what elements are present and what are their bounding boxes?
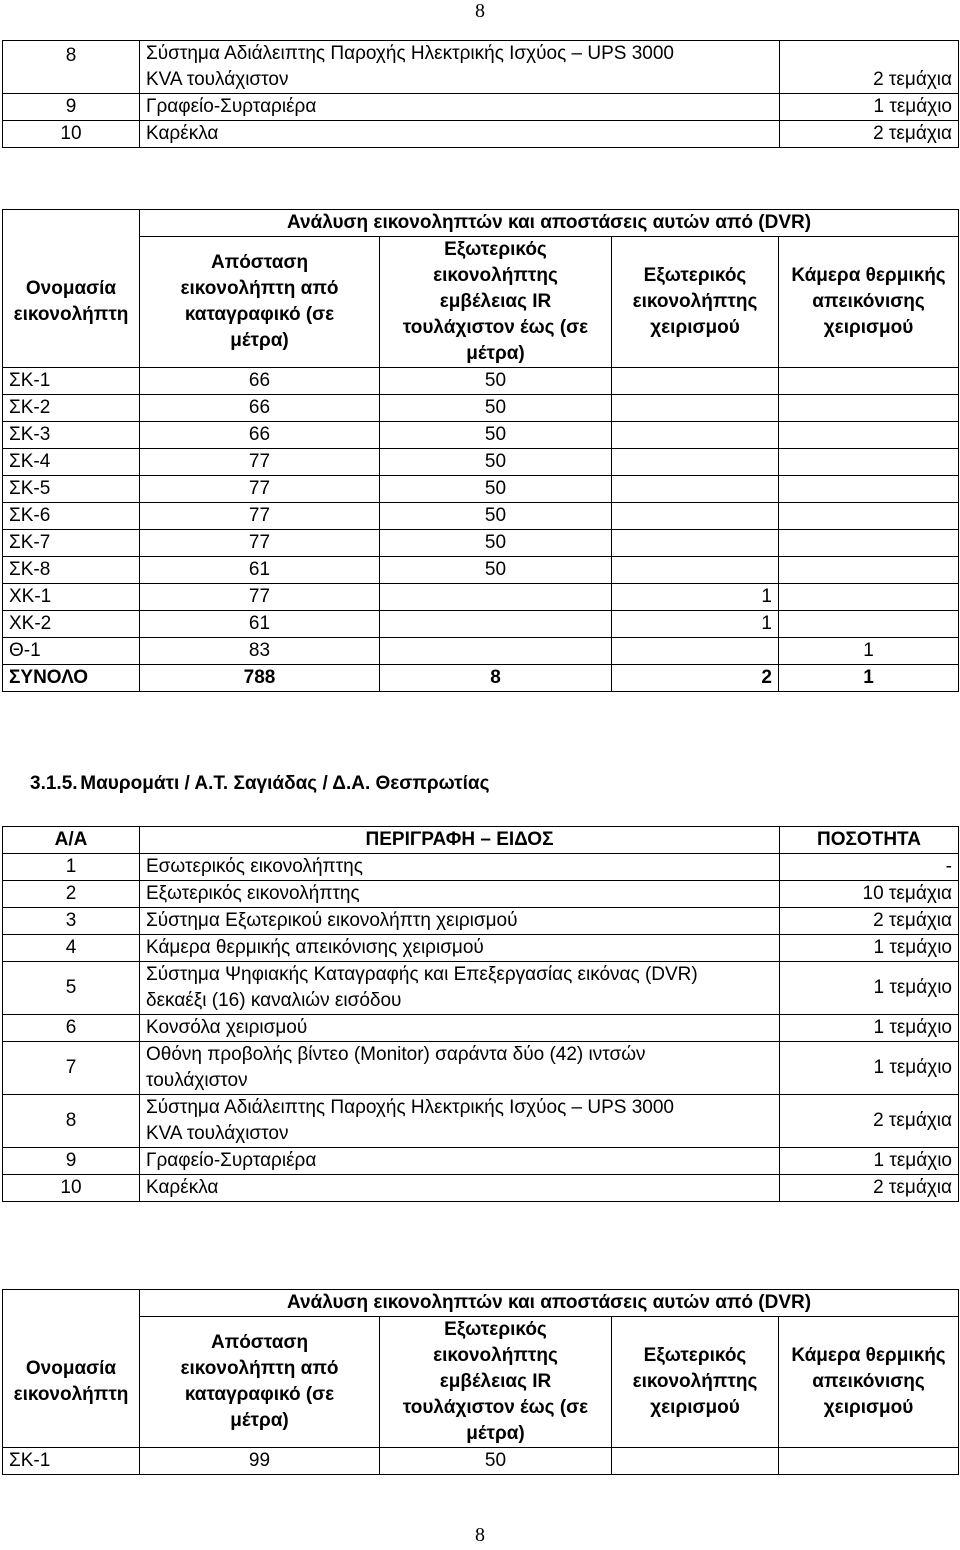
table-row <box>3 881 959 908</box>
item-quantity: 2 τεμάχια <box>780 41 959 94</box>
camera-ir-range: 50 <box>380 368 612 395</box>
table-row <box>3 94 959 121</box>
page-number-top: 8 <box>475 0 485 22</box>
camera-name: ΣΚ-8 <box>3 557 140 584</box>
analysis-column-header-line: Κάμερα θερμικής <box>791 1345 946 1366</box>
item-description-line: Οθόνη προβολής βίντεο (Monitor) σαράντα δύο (42) ιντσών <box>146 1044 646 1065</box>
item-quantity: 1 τεμάχιο <box>780 1148 959 1175</box>
item-description-line: KVA τουλάχιστον <box>146 69 289 90</box>
camera-distance: 66 <box>140 368 380 395</box>
analysis-column-header-line: εικονολήπτης <box>632 291 758 312</box>
analysis-column-header <box>779 237 959 368</box>
header-number: Α/Α <box>3 827 140 854</box>
camera-thermal-count <box>779 503 959 530</box>
camera-distance: 66 <box>140 422 380 449</box>
camera-distance: 61 <box>140 611 380 638</box>
table-row <box>3 854 959 881</box>
camera-external-count <box>612 1448 779 1475</box>
camera-name: ΧΚ-2 <box>3 611 140 638</box>
camera-thermal-count <box>779 530 959 557</box>
camera-distance: 83 <box>140 638 380 665</box>
camera-ir-range: 50 <box>380 1448 612 1475</box>
camera-distance: 77 <box>140 476 380 503</box>
item-number: 3 <box>3 908 140 935</box>
camera-name: ΣΚ-4 <box>3 449 140 476</box>
item-description: Καρέκλα <box>140 121 780 148</box>
page-number-bottom: 8 <box>475 1524 485 1546</box>
analysis-column-header-line: απεικόνισης <box>812 291 925 312</box>
analysis-column-header <box>612 237 779 368</box>
analysis-column-header-line: χειρισμού <box>650 1397 740 1418</box>
item-description-line: Κονσόλα χειρισμού <box>146 1017 308 1038</box>
analysis-span-header-row <box>3 1290 959 1317</box>
item-number: 7 <box>3 1042 140 1095</box>
table-row <box>3 1015 959 1042</box>
table-row <box>3 476 959 503</box>
table-row <box>3 908 959 935</box>
analysis-column-header-line: εικονολήπτης <box>433 1345 558 1366</box>
section-title: Μαυρομάτι / Α.Τ. Σαγιάδας / Δ.Α. Θεσπρωτίας <box>80 773 490 794</box>
items-header-row <box>3 827 959 854</box>
analysis-total-row <box>3 665 959 692</box>
camera-thermal-count <box>779 557 959 584</box>
camera-ir-range: 50 <box>380 449 612 476</box>
item-number: 2 <box>3 881 140 908</box>
analysis-column-header-line: εικονολήπτη <box>13 1383 129 1405</box>
camera-distance: 66 <box>140 395 380 422</box>
analysis-column-header-line: Εξωτερικός <box>643 1345 747 1366</box>
table-row <box>3 557 959 584</box>
analysis-column-header-line: Απόσταση <box>210 252 309 273</box>
table-row <box>3 638 959 665</box>
camera-external-count <box>612 422 779 449</box>
camera-external-count <box>612 395 779 422</box>
item-quantity: 2 τεμάχια <box>780 908 959 935</box>
item-quantity: - <box>780 854 959 881</box>
analysis-column-header-line: Ονομασία <box>25 277 117 299</box>
analysis-column-header-line: Απόσταση <box>210 1332 309 1353</box>
analysis-span-header-row <box>3 210 959 237</box>
items-table-continued-body <box>3 41 959 148</box>
item-number: 5 <box>3 962 140 1015</box>
item-description <box>140 1148 780 1175</box>
analysis-column-header <box>140 1317 380 1448</box>
analysis-header-empty <box>3 210 140 237</box>
camera-external-count: 1 <box>612 584 779 611</box>
table-row <box>3 1448 959 1475</box>
items-table-continued <box>2 40 959 148</box>
analysis-column-header-line: εικονολήπτης <box>433 265 558 286</box>
analysis-table-1 <box>2 209 959 692</box>
camera-thermal-count <box>779 395 959 422</box>
analysis-column-header <box>612 1317 779 1448</box>
camera-thermal-count <box>779 584 959 611</box>
item-description-line: Γραφείο-Συρταριέρα <box>146 1150 317 1171</box>
analysis-column-header-line: μέτρα) <box>466 343 525 364</box>
table-row <box>3 584 959 611</box>
total-thermal-count: 1 <box>779 665 959 692</box>
item-number: 4 <box>3 935 140 962</box>
table-row <box>3 395 959 422</box>
analysis-column-header <box>380 1317 612 1448</box>
item-number: 9 <box>3 1148 140 1175</box>
item-description <box>140 1175 780 1202</box>
item-description-line: Σύστημα Εξωτερικού εικονολήπτη χειρισμού <box>146 910 518 931</box>
item-description <box>140 1042 780 1095</box>
table-row <box>3 1175 959 1202</box>
analysis-column-header-row <box>3 237 959 368</box>
camera-external-count: 1 <box>612 611 779 638</box>
item-quantity: 1 τεμάχιο <box>780 962 959 1015</box>
analysis-column-header-line: εικονολήπτη από <box>180 1358 339 1379</box>
camera-name: ΣΚ-6 <box>3 503 140 530</box>
section-heading <box>30 773 489 795</box>
camera-ir-range: 50 <box>380 476 612 503</box>
analysis-column-header-line: καταγραφικό (σε <box>184 304 335 325</box>
camera-thermal-count <box>779 422 959 449</box>
item-description-line: Καρέκλα <box>146 1177 219 1198</box>
header-description: ΠΕΡΙΓΡΑΦΗ – ΕΙΔΟΣ <box>140 827 780 854</box>
item-description <box>140 1015 780 1042</box>
camera-name: ΣΚ-7 <box>3 530 140 557</box>
camera-ir-range: 50 <box>380 422 612 449</box>
analysis-column-header-line: εικονολήπτης <box>632 1371 758 1392</box>
camera-distance: 77 <box>140 530 380 557</box>
item-description <box>140 935 780 962</box>
camera-distance: 77 <box>140 584 380 611</box>
analysis-span-header: Ανάλυση εικονοληπτών και αποστάσεις αυτών από (DVR) <box>140 1290 959 1317</box>
items-table <box>2 826 959 1202</box>
item-quantity: 1 τεμάχιο <box>780 94 959 121</box>
analysis-column-header-line: μέτρα) <box>230 330 289 351</box>
analysis-column-header-line: τουλάχιστον έως (σε <box>402 1397 589 1418</box>
analysis-column-header-line: εικονολήπτη από <box>180 278 339 299</box>
analysis-column-header-line: Εξωτερικός <box>444 1319 547 1340</box>
analysis-table-1-body <box>3 210 959 692</box>
header-quantity: ΠΟΣΟΤΗΤΑ <box>780 827 959 854</box>
item-description-line: Εσωτερικός εικονολήπτης <box>146 856 363 877</box>
item-description-line: Σύστημα Αδιάλειπτης Παροχής Ηλεκτρικής Ισχύος – UPS 3000 <box>146 1097 674 1118</box>
table-row <box>3 1148 959 1175</box>
analysis-column-header <box>140 237 380 368</box>
analysis-header-empty <box>3 1290 140 1317</box>
camera-ir-range <box>380 638 612 665</box>
analysis-column-header-row <box>3 1317 959 1448</box>
item-number: 8 <box>3 1095 140 1148</box>
total-label: ΣΥΝΟΛΟ <box>3 665 140 692</box>
camera-thermal-count <box>779 449 959 476</box>
camera-distance: 77 <box>140 503 380 530</box>
item-description <box>140 962 780 1015</box>
table-row <box>3 41 959 94</box>
analysis-column-header <box>3 1317 140 1448</box>
item-quantity: 10 τεμάχια <box>780 881 959 908</box>
camera-external-count <box>612 557 779 584</box>
analysis-column-header-line: χειρισμού <box>823 317 914 338</box>
total-ir-range: 8 <box>380 665 612 692</box>
camera-ir-range: 50 <box>380 557 612 584</box>
item-description-line: Σύστημα Αδιάλειπτης Παροχής Ηλεκτρικής Ισχύος – UPS 3000 <box>146 43 674 64</box>
analysis-column-header-line: εικονολήπτη <box>13 303 129 325</box>
analysis-column-header-line: Εξωτερικός <box>444 239 547 260</box>
camera-name: Θ-1 <box>3 638 140 665</box>
item-number: 6 <box>3 1015 140 1042</box>
analysis-span-header: Ανάλυση εικονοληπτών και αποστάσεις αυτών από (DVR) <box>140 210 959 237</box>
camera-thermal-count <box>779 368 959 395</box>
table-row <box>3 503 959 530</box>
item-description <box>140 854 780 881</box>
item-quantity: 2 τεμάχια <box>780 1175 959 1202</box>
camera-thermal-count: 1 <box>779 638 959 665</box>
item-description-line: Σύστημα Ψηφιακής Καταγραφής και Επεξεργασίας εικόνας (DVR) <box>146 964 698 985</box>
item-description-line: τουλάχιστον <box>146 1070 248 1091</box>
camera-ir-range: 50 <box>380 530 612 557</box>
item-quantity: 1 τεμάχιο <box>780 1015 959 1042</box>
item-number: 10 <box>3 121 140 148</box>
camera-ir-range: 50 <box>380 503 612 530</box>
item-number: 9 <box>3 94 140 121</box>
table-row <box>3 935 959 962</box>
analysis-column-header-line: Κάμερα θερμικής <box>791 265 946 286</box>
item-quantity: 2 τεμάχια <box>780 1095 959 1148</box>
item-number: 8 <box>3 41 140 94</box>
analysis-column-header-line: απεικόνισης <box>812 1371 925 1392</box>
analysis-column-header <box>779 1317 959 1448</box>
table-row <box>3 449 959 476</box>
analysis-column-header-line: μέτρα) <box>230 1410 289 1431</box>
item-description-line: KVA τουλάχιστον <box>146 1123 289 1144</box>
camera-external-count <box>612 638 779 665</box>
section-number: 3.1.5. <box>30 773 78 794</box>
camera-distance: 77 <box>140 449 380 476</box>
camera-distance: 61 <box>140 557 380 584</box>
analysis-column-header <box>3 237 140 368</box>
camera-name: ΣΚ-1 <box>3 1448 140 1475</box>
camera-external-count <box>612 503 779 530</box>
camera-ir-range <box>380 584 612 611</box>
analysis-table-2-body <box>3 1290 959 1475</box>
camera-thermal-count <box>779 476 959 503</box>
analysis-column-header-line: καταγραφικό (σε <box>184 1384 335 1405</box>
camera-external-count <box>612 530 779 557</box>
camera-name: ΣΚ-1 <box>3 368 140 395</box>
analysis-column-header-line: Εξωτερικός <box>643 265 747 286</box>
total-external-count: 2 <box>612 665 779 692</box>
camera-name: ΣΚ-3 <box>3 422 140 449</box>
camera-ir-range: 50 <box>380 395 612 422</box>
table-row <box>3 121 959 148</box>
analysis-column-header-line: χειρισμού <box>823 1397 914 1418</box>
table-row <box>3 611 959 638</box>
item-description-line: Κάμερα θερμικής απεικόνισης χειρισμού <box>146 937 484 958</box>
camera-thermal-count <box>779 611 959 638</box>
item-description-line: Εξωτερικός εικονολήπτης <box>146 883 360 904</box>
item-quantity: 1 τεμάχιο <box>780 1042 959 1095</box>
item-description <box>140 881 780 908</box>
item-quantity: 2 τεμάχια <box>780 121 959 148</box>
camera-external-count <box>612 368 779 395</box>
table-row <box>3 422 959 449</box>
item-quantity: 1 τεμάχιο <box>780 935 959 962</box>
analysis-column-header-line: Ονομασία <box>25 1357 117 1379</box>
analysis-column-header-line: χειρισμού <box>650 317 740 338</box>
table-row <box>3 1042 959 1095</box>
item-description <box>140 41 780 94</box>
item-description <box>140 1095 780 1148</box>
camera-name: ΣΚ-2 <box>3 395 140 422</box>
total-distance: 788 <box>140 665 380 692</box>
camera-external-count <box>612 476 779 503</box>
camera-name: ΧΚ-1 <box>3 584 140 611</box>
analysis-column-header-line: εμβέλειας IR <box>439 291 552 312</box>
camera-external-count <box>612 449 779 476</box>
analysis-column-header-line: τουλάχιστον έως (σε <box>402 317 589 338</box>
table-row <box>3 530 959 557</box>
item-description: Γραφείο-Συρταριέρα <box>140 94 780 121</box>
item-number: 1 <box>3 854 140 881</box>
table-row <box>3 962 959 1015</box>
items-table-body <box>3 827 959 1202</box>
analysis-column-header-line: εμβέλειας IR <box>439 1371 552 1392</box>
camera-name: ΣΚ-5 <box>3 476 140 503</box>
item-description <box>140 908 780 935</box>
table-row <box>3 1095 959 1148</box>
analysis-column-header-line: μέτρα) <box>466 1423 525 1444</box>
camera-ir-range <box>380 611 612 638</box>
table-row <box>3 368 959 395</box>
analysis-table-2 <box>2 1289 959 1475</box>
item-description-line: δεκαέξι (16) καναλιών εισόδου <box>146 990 402 1011</box>
item-number: 10 <box>3 1175 140 1202</box>
camera-distance: 99 <box>140 1448 380 1475</box>
camera-thermal-count <box>779 1448 959 1475</box>
analysis-column-header <box>380 237 612 368</box>
